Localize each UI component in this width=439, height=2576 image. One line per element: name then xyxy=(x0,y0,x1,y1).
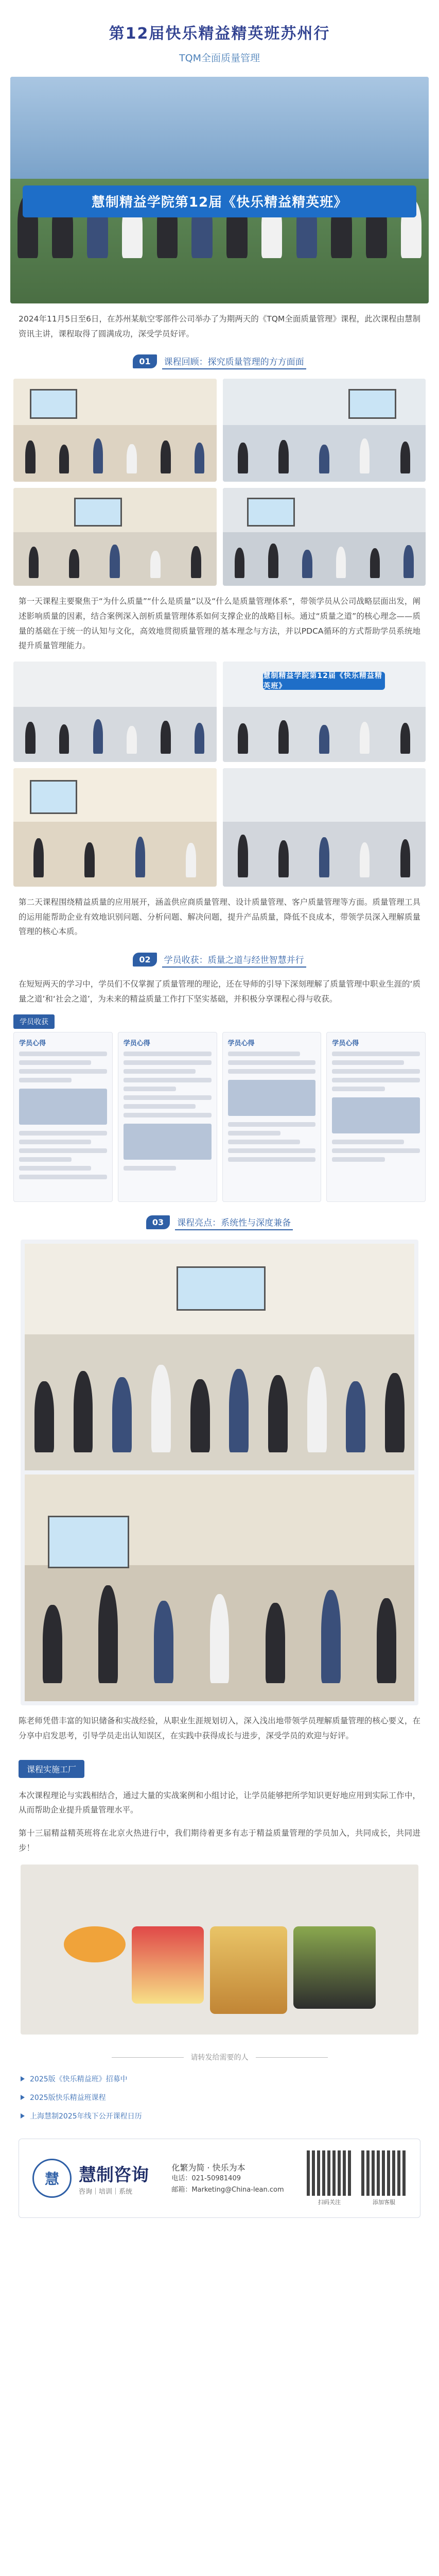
section-heading-1 xyxy=(0,353,439,369)
classroom-photo xyxy=(223,662,426,762)
company-name: 慧制咨询 xyxy=(79,2165,149,2186)
section-heading-2 xyxy=(0,952,439,968)
related-link-text: 2025版快乐精益班课程 xyxy=(30,2094,106,2103)
gains-paragraph: 在短短两天的学习中，学员们不仅掌握了质量管理的理论，还在导师的引导下深刻理解了质量管理中职业生涯的‘质量之道’和‘社会之道’，为未来的精益质量工作打下坚实基础，并积极分享课程心得与收获。 xyxy=(19,979,420,1004)
article-title: 第12届快乐精益精英班苏州行 xyxy=(109,25,330,43)
company-logo: 慧 xyxy=(32,2159,72,2198)
section-number: 03 xyxy=(146,1215,170,1229)
qr-code[interactable] xyxy=(307,2150,352,2206)
classroom-photo xyxy=(223,488,426,586)
feedback-card-caption: 学员心得 xyxy=(123,1040,150,1048)
classroom-photo xyxy=(13,768,217,887)
company-footer xyxy=(19,2139,420,2218)
section-title: 学员收获：质量之道与经世智慧并行 xyxy=(162,952,306,968)
related-links xyxy=(0,2070,439,2125)
hero-banner xyxy=(23,185,416,217)
related-link[interactable] xyxy=(21,2088,418,2107)
day2-paragraph: 第二天课程围绕精益质量的应用展开，涵盖供应商质量管理、设计质量管理、客户质量管理等方面。质量管理工具的运用能帮助企业有效地识别问题、分析问题、解决问题，提升产品质量，降低不良成本，带领学员深入理解质量管理的核心本质。 xyxy=(19,897,420,937)
feedback-card xyxy=(326,1032,426,1202)
classroom-photo-grid-2 xyxy=(0,662,439,887)
cards-header-label: 学员收获 xyxy=(13,1014,55,1029)
qr-code-icon xyxy=(361,2150,407,2196)
classroom-photo-large xyxy=(25,1244,414,1470)
intro-paragraph: 2024年11月5日至6日，在苏州某航空零部件公司举办了为期两天的《TQM全面质量管理》课程，此次课程由慧制资讯主讲，课程取得了圆满成功，深受学员好评。 xyxy=(19,314,420,338)
classroom-photo-grid-1 xyxy=(0,379,439,586)
arrow-icon xyxy=(21,2113,25,2119)
article-header xyxy=(0,0,439,72)
feedback-card-caption: 学员心得 xyxy=(332,1040,359,1048)
classroom-photo xyxy=(223,379,426,482)
highlight-photo-frame xyxy=(21,1240,418,1705)
classroom-banner-text: 慧制精益学院第12届《快乐精益精英班》 xyxy=(263,672,382,691)
teacher-paragraph: 陈老师凭借丰富的知识储备和实战经验，从职业生涯规划切入，深入浅出地带领学员理解质量管理的核心要义，在分享中启发思考，引导学员走出认知误区，在实践中获得成长与进步，深受学员的欢迎与好评。 xyxy=(19,1716,420,1741)
section-title: 课程亮点：系统性与深度兼备 xyxy=(175,1214,293,1230)
arrow-icon xyxy=(21,2095,25,2100)
section-title: 课程回顾：探究质量管理的方方面面 xyxy=(162,353,306,369)
company-slogan: 化繁为简 · 快乐为本 xyxy=(171,2162,245,2173)
company-phone: 电话：021-50981409 xyxy=(171,2174,241,2182)
arrow-icon xyxy=(21,2076,25,2081)
article-subtitle: TQM全面质量管理 xyxy=(179,53,260,64)
company-email: 邮箱：Marketing@China-lean.com xyxy=(171,2185,284,2194)
tagline-badge: 课程实施工厂 xyxy=(19,1760,84,1778)
section-heading-3 xyxy=(0,1214,439,1230)
feedback-cards xyxy=(0,1032,439,1202)
cards-header xyxy=(0,1014,439,1032)
hero-group-photo xyxy=(10,77,429,303)
classroom-photo-large xyxy=(25,1475,414,1701)
section-number: 01 xyxy=(133,354,156,368)
qr-codes xyxy=(307,2150,407,2206)
section-number: 02 xyxy=(133,953,156,967)
next-class-paragraph: 第十三届精益精英班将在北京火热进行中，我们期待着更多有志于精益质量管理的学员加入，共同成长，共同进步！ xyxy=(19,1828,420,1853)
related-link[interactable] xyxy=(21,2107,418,2125)
more-divider xyxy=(0,2052,439,2062)
feedback-card xyxy=(222,1032,322,1202)
company-desc: 咨询｜培训｜系统 xyxy=(79,2188,133,2196)
qr-caption: 添加客服 xyxy=(372,2199,395,2206)
classroom-photo xyxy=(13,488,217,586)
related-link[interactable] xyxy=(21,2070,418,2088)
company-brand xyxy=(32,2159,149,2198)
summary-paragraph: 本次课程理论与实践相结合，通过大量的实战案例和小组讨论，让学员能够把所学知识更好地应用到实际工作中，从而帮助企业提升质量管理水平。 xyxy=(19,1790,420,1815)
feedback-card xyxy=(118,1032,217,1202)
feedback-card-caption: 学员心得 xyxy=(19,1040,46,1048)
qr-code-icon xyxy=(307,2150,352,2196)
classroom-photo xyxy=(223,768,426,887)
feedback-card xyxy=(13,1032,113,1202)
related-link-text: 上海慧制2025年线下公开课程日历 xyxy=(30,2112,142,2121)
fruit-plates-photo xyxy=(21,1865,418,2035)
related-link-text: 2025版《快乐精益班》招募中 xyxy=(30,2075,128,2084)
classroom-photo xyxy=(13,379,217,482)
hero-banner-text: 慧制精益学院第12届《快乐精益精英班》 xyxy=(91,195,348,211)
company-contact xyxy=(171,2173,284,2196)
classroom-photo xyxy=(13,662,217,762)
qr-code[interactable] xyxy=(361,2150,407,2206)
day1-paragraph: 第一天课程主要聚焦于“为什么质量”“什么是质量”以及“什么是质量管理体系”，带领学员从公司战略层面出发，阐述影响质量的因素，结合案例深入剖析质量管理体系如何支撑企业的战略目标。通过“质量之道”的核心理念——质量的基础在于统一的认知与文化，高效地贯彻质量管理的基本理念与方法，并以PDCA循环的方式帮助学员系统地提升质量管理能力。 xyxy=(19,597,420,651)
more-label: 请转发给需要的人 xyxy=(190,2054,249,2062)
feedback-card-caption: 学员心得 xyxy=(227,1040,255,1048)
qr-caption: 扫码关注 xyxy=(318,2199,341,2206)
